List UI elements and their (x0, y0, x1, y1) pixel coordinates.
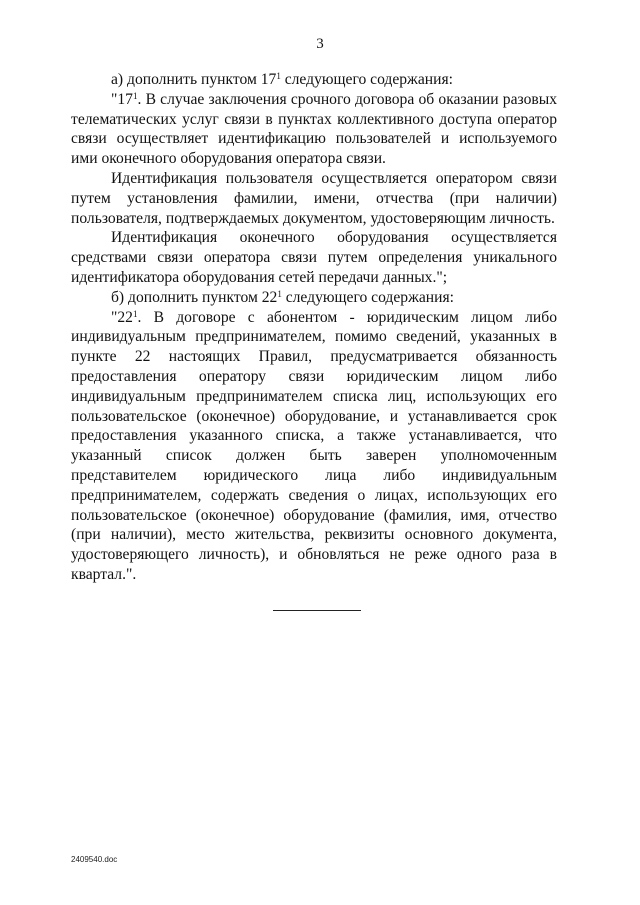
page-number: 3 (316, 36, 324, 52)
paragraph-user-identification: Идентификация пользователя осуществляется оператором связи путем установления фамилии, имени, отчества (при наличии) пользователя, подтверждаемых документом, удостоверяющим личность. (71, 169, 557, 227)
paragraph-amendment-b: б) дополнить пунктом $22^1$ следующего содержания: (111, 288, 454, 306)
paragraph-clause-22-1: "$22^1$. В договоре с абонентом - юридическим лицом либо индивидуальным предпринимателем, помимо сведений, указанных в пункте 22 настоящих Правил, предусматривается обязанность предоставления оператору связи юридическим лицом либо индивидуальным предпринимателем списка лиц, использующих его пользовательское (оконечное) оборудование, и устанавливается срок предоставления указанного списка, а также устанавливается, что указанный список должен быть заверен уполномоченным представителем юридического лица либо индивидуальным предпринимателем, содержать сведения о лицах, использующих его пользовательское (оконечное) оборудование (фамилия, имя, отчество (при наличии), место жительства, реквизиты основного документа, удостоверяющего личность), и обновляться не реже одного раза в квартал.". (71, 308, 557, 583)
file-identifier: 2409540.doc (71, 855, 118, 864)
document-body (71, 70, 557, 585)
paragraph-amendment-a: а) дополнить пунктом $17^1$ следующего содержания: (111, 71, 453, 88)
end-separator-line (273, 610, 361, 611)
paragraph-equipment-identification: Идентификация оконечного оборудования осуществляется средствами связи оператора связи путем определения уникального идентификатора оборудования сетей передачи данных."; (71, 229, 557, 286)
paragraph-clause-17-1: "$17^1$. В случае заключения срочного договора об оказании разовых телематических услуг связи в пунктах коллективного доступа оператор связи осуществляет идентификацию пользователей и используемого ими оконечного оборудования оператора связи. (71, 90, 557, 168)
